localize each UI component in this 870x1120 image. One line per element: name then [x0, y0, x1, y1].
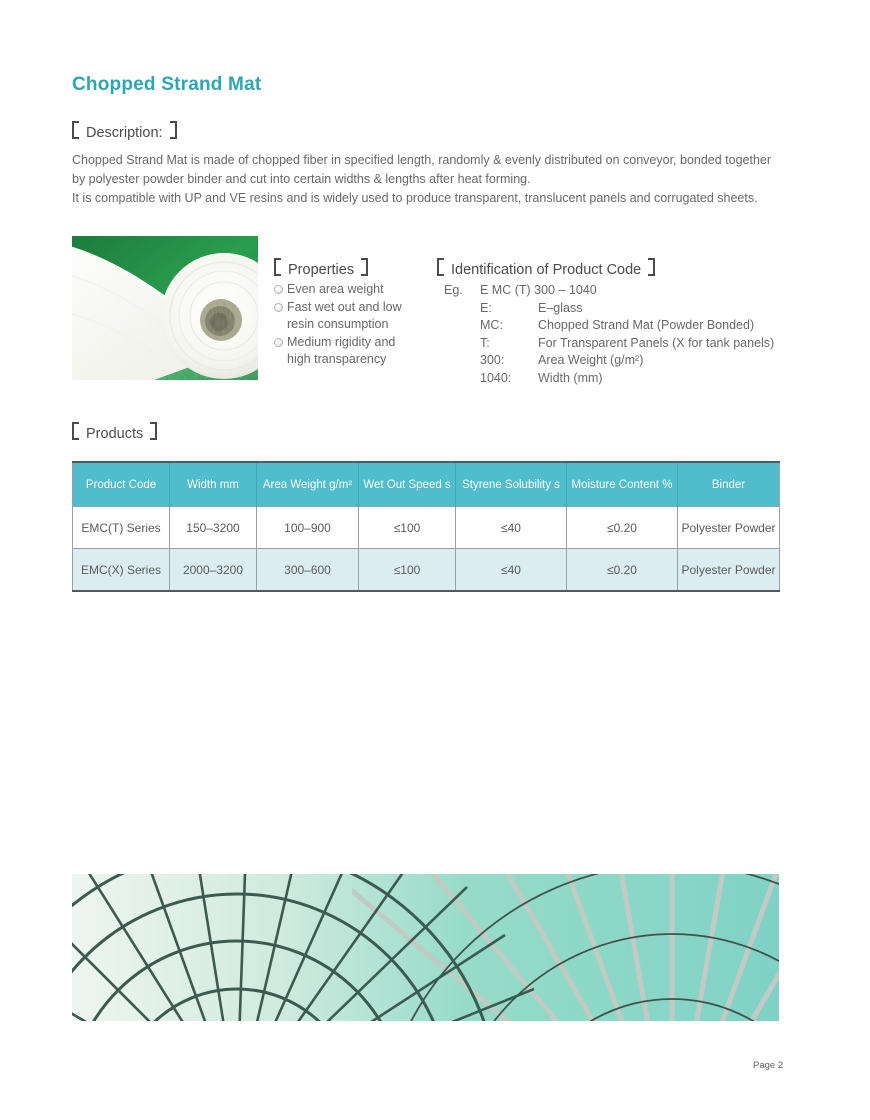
- ring-bullet-icon: [274, 285, 283, 294]
- identification-heading: [437, 258, 797, 278]
- bracket-right-icon: [150, 422, 157, 440]
- table-cell: Polyester Powder: [678, 549, 780, 592]
- products-heading-label: Products: [86, 426, 144, 442]
- identification-row: MC: Chopped Strand Mat (Powder Bonded): [480, 318, 755, 332]
- bracket-right-icon: [361, 258, 368, 276]
- description-line: Chopped Strand Mat is made of chopped fiber in specified length, randomly & evenly distributed on conveyor, bonded together: [72, 153, 772, 167]
- table-header-cell: Binder: [678, 462, 780, 507]
- table-header-cell: Product Code: [73, 462, 170, 507]
- products-heading: [72, 422, 157, 442]
- bracket-left-icon: [274, 258, 281, 276]
- ring-bullet-icon: [274, 303, 283, 312]
- bracket-left-icon: [72, 121, 79, 139]
- description-heading: [72, 121, 177, 141]
- bracket-right-icon: [648, 258, 655, 276]
- property-item: Even area weight: [274, 281, 434, 299]
- property-item: Medium rigidity and: [274, 334, 434, 352]
- description-line: It is compatible with UP and VE resins and is widely used to produce transparent, translucent panels and corrugated sheets.: [72, 191, 758, 205]
- bracket-left-icon: [72, 422, 79, 440]
- table-cell: EMC(T) Series: [73, 507, 170, 549]
- table-cell: ≤40: [456, 549, 567, 592]
- table-row: [73, 507, 780, 549]
- identification-row: 1040: Width (mm): [480, 370, 603, 385]
- description-paragraph: [72, 151, 784, 208]
- properties-heading: [274, 258, 434, 278]
- bracket-right-icon: [170, 121, 177, 139]
- identification-heading-label: Identification of Product Code: [451, 262, 642, 278]
- identification-row: E: E–glass: [480, 300, 583, 315]
- table-cell: ≤40: [456, 507, 567, 549]
- example-label: Eg.: [444, 283, 463, 297]
- product-photo: [72, 236, 258, 380]
- property-item-continuation: high transparency: [287, 352, 387, 366]
- identification-section: [437, 258, 797, 387]
- identification-example: [437, 282, 797, 300]
- properties-section: [274, 258, 434, 369]
- description-heading-label: Description:: [86, 125, 163, 141]
- property-item: Fast wet out and low: [274, 299, 434, 317]
- table-header-cell: Width mm: [170, 462, 257, 507]
- page-number: Page 2: [753, 1060, 784, 1071]
- table-cell: ≤0.20: [567, 549, 678, 592]
- table-cell: ≤0.20: [567, 507, 678, 549]
- table-cell: EMC(X) Series: [73, 549, 170, 592]
- properties-heading-label: Properties: [288, 262, 355, 278]
- table-cell: 300–600: [257, 549, 359, 592]
- table-header-cell: Styrene Solubility s: [456, 462, 567, 507]
- example-code: E MC (T) 300 – 1040: [480, 283, 597, 297]
- table-cell: Polyester Powder: [678, 507, 780, 549]
- bracket-left-icon: [437, 258, 444, 276]
- table-header-cell: Area Weight g/m²: [257, 462, 359, 507]
- table-cell: ≤100: [359, 549, 456, 592]
- table-header-cell: Wet Out Speed s: [359, 462, 456, 507]
- identification-row: T: For Transparent Panels (X for tank panels): [480, 335, 775, 350]
- table-header-row: [73, 462, 780, 507]
- footer-photo-glass-roof: [72, 874, 779, 1021]
- property-item-continuation: resin consumption: [287, 317, 389, 331]
- table-cell: ≤100: [359, 507, 456, 549]
- table-row: [73, 549, 780, 592]
- products-table: [72, 461, 780, 592]
- table-cell: 100–900: [257, 507, 359, 549]
- description-line: by polyester powder binder and cut into certain widths & lengths after heat forming.: [72, 172, 531, 186]
- table-header-cell: Moisture Content %: [567, 462, 678, 507]
- identification-row: 300: Area Weight (g/m²): [480, 353, 644, 367]
- table-cell: 2000–3200: [170, 549, 257, 592]
- ring-bullet-icon: [274, 338, 283, 347]
- table-cell: 150–3200: [170, 507, 257, 549]
- page-title: Chopped Strand Mat: [72, 74, 262, 95]
